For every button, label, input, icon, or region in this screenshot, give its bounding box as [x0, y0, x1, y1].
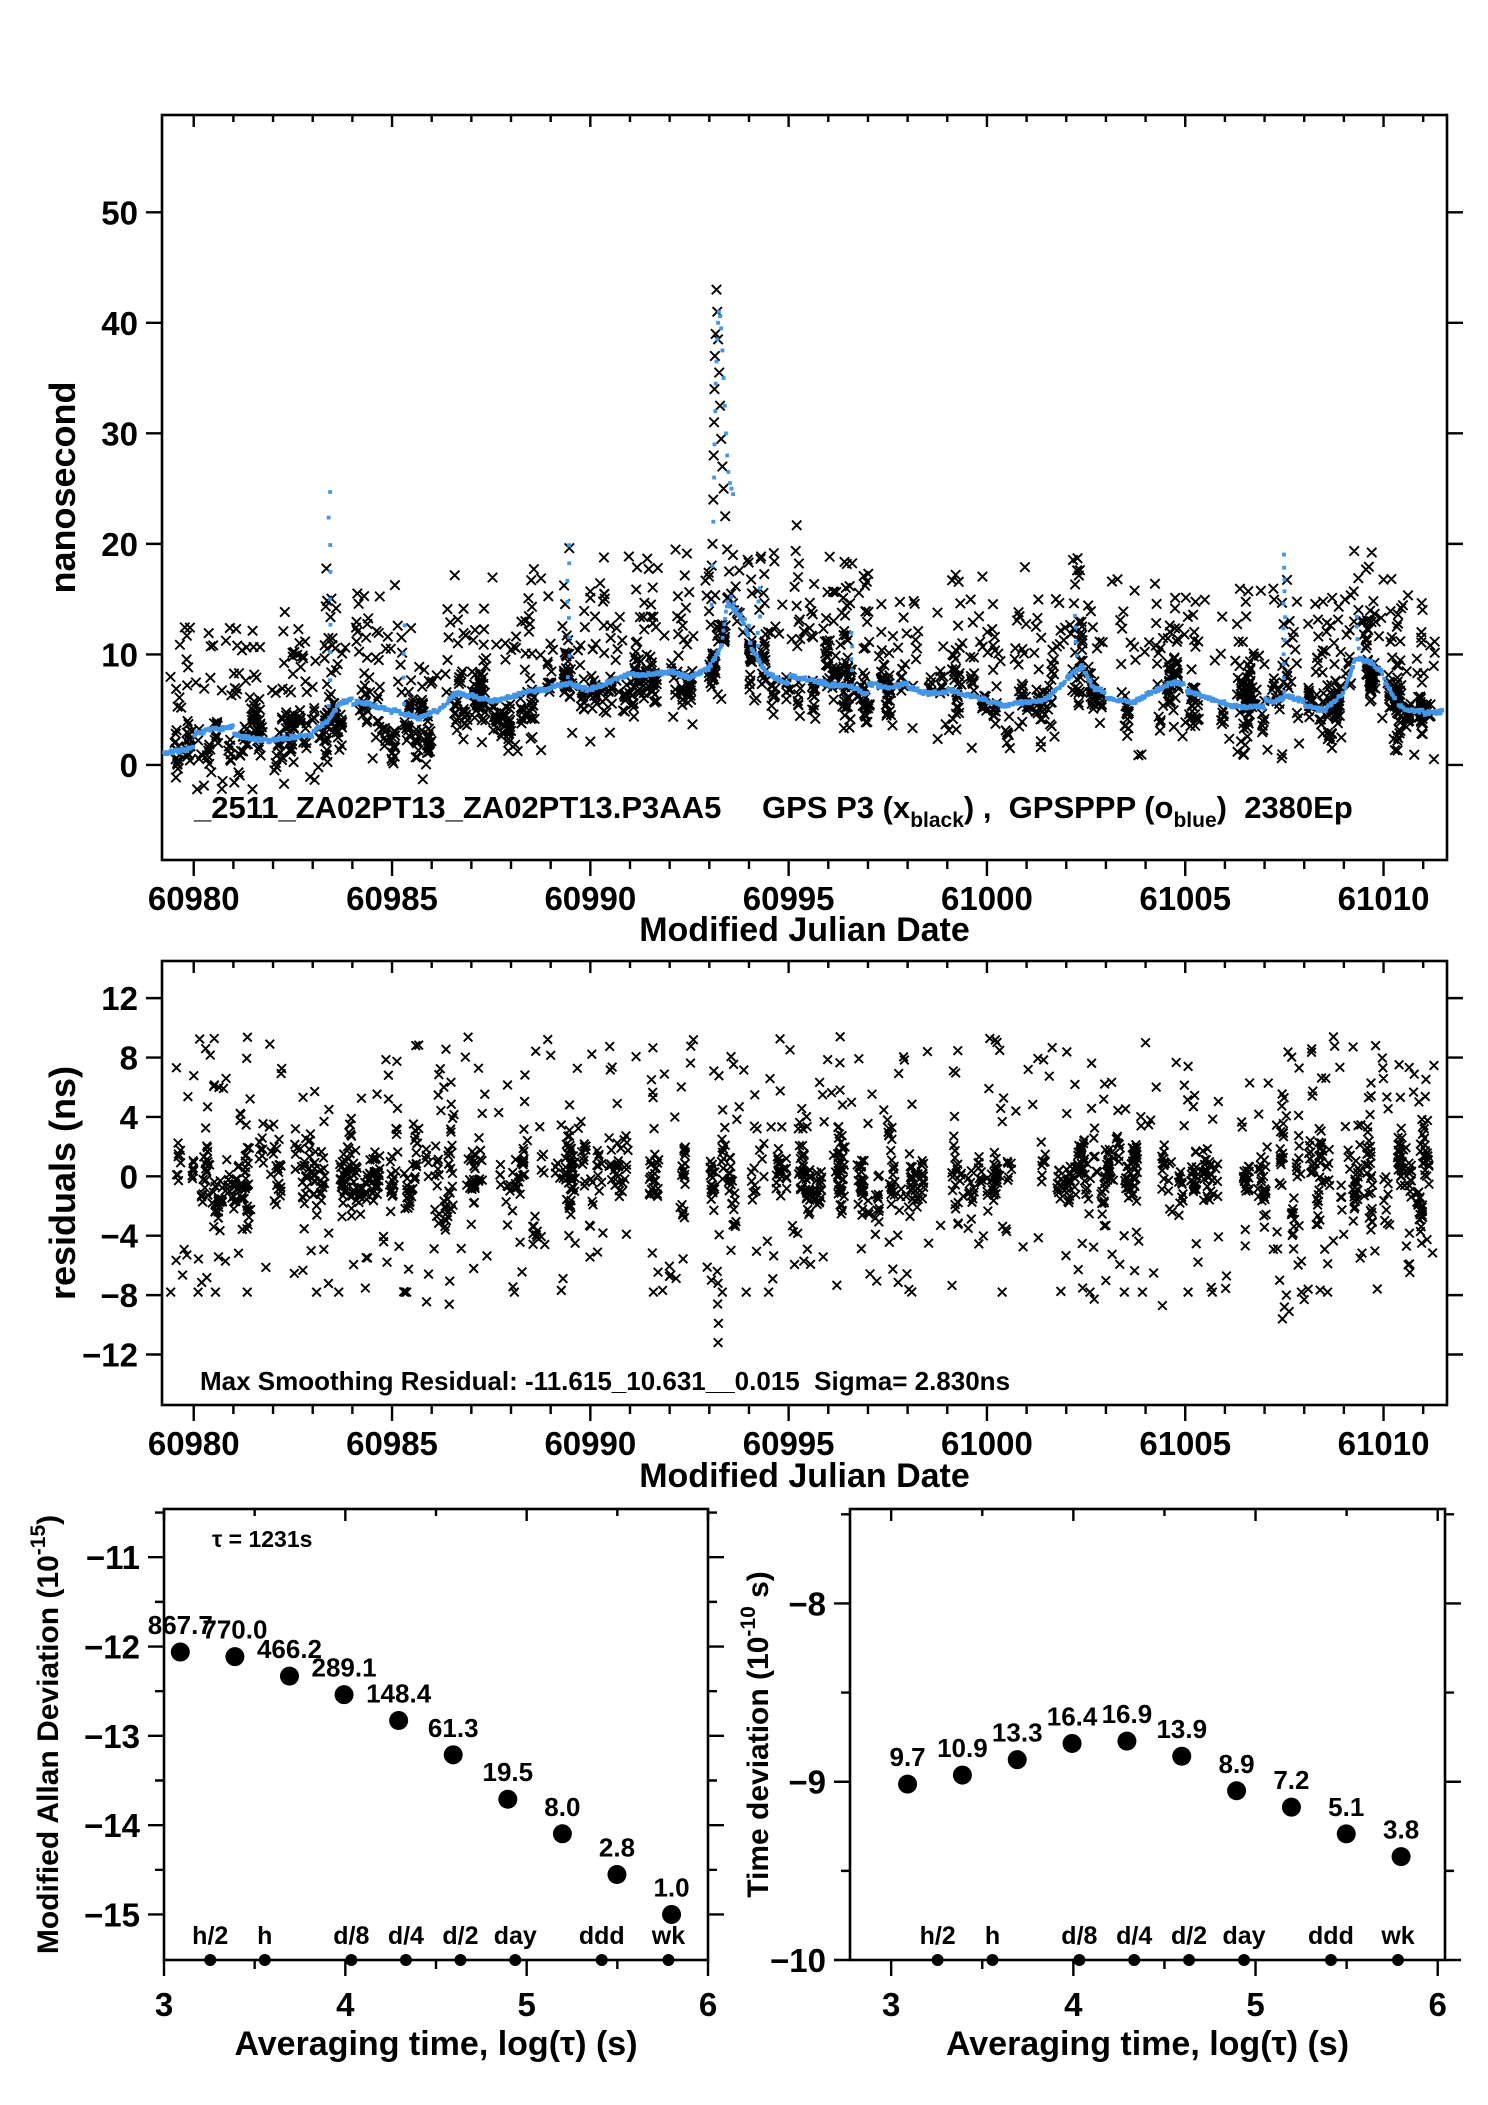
- residuals-panel-y-tick-label: 4: [119, 1098, 138, 1136]
- tdev-panel-data-point: [1227, 1781, 1246, 1800]
- mdev-panel-value-label: 466.2: [256, 1634, 323, 1665]
- tdev-panel-data-point: [1392, 1847, 1411, 1866]
- top-panel-x-tick-label: 61000: [941, 880, 1033, 917]
- mdev-panel-data-point: [280, 1667, 299, 1686]
- residuals-panel-y-tick-label: 0: [119, 1158, 138, 1196]
- top-panel-y-tick-label: 10: [101, 636, 138, 674]
- mdev-panel-time-mark-dot: [596, 1954, 608, 1966]
- tdev-panel-value-label: 13.3: [991, 1717, 1043, 1748]
- top-panel-plot-box: [162, 115, 1447, 860]
- top-panel-x-tick-label: 61010: [1337, 880, 1430, 917]
- mdev-panel-data-point: [607, 1865, 626, 1884]
- mdev-panel-data-point: [498, 1790, 517, 1809]
- mdev-panel-time-mark-label: wk: [651, 1922, 686, 1950]
- residuals-y-axis-title: residuals (ns): [42, 1065, 83, 1301]
- tdev-panel-data-point: [1282, 1798, 1301, 1817]
- mdev-panel-value-label: 61.3: [427, 1712, 479, 1743]
- residuals-annotation: Max Smoothing Residual: -11.615_10.631__0.015 Sigma= 2.830ns: [200, 1366, 1011, 1396]
- residuals-panel-y-tick-label: −8: [100, 1277, 138, 1315]
- mdev-panel-value-label: 770.0: [202, 1614, 268, 1645]
- mdev-panel-time-mark-label: d/4: [387, 1922, 424, 1950]
- mdev-panel-x-tick-label: 3: [154, 1986, 174, 2023]
- mdev-panel-x-tick-label: 4: [336, 1986, 355, 2023]
- mdev-panel-time-mark-dot: [662, 1954, 674, 1966]
- tdev-panel-time-mark-label: ddd: [1308, 1922, 1354, 1950]
- mdev-panel-annotation: τ = 1231s: [212, 1526, 313, 1552]
- tdev-panel-time-mark-label: wk: [1381, 1922, 1415, 1950]
- tdev-panel-time-mark-label: h: [984, 1922, 1001, 1950]
- residuals-panel-x-tick-label: 61005: [1139, 1425, 1232, 1462]
- mdev-panel-data: [148, 1610, 690, 1966]
- mdev-panel-y-tick-label: −15: [84, 1896, 140, 1934]
- tdev-panel-data-point: [1117, 1732, 1136, 1751]
- tdev-panel-value-label: 10.9: [937, 1733, 988, 1764]
- tdev-panel-time-mark-dot: [1183, 1954, 1195, 1966]
- tdev-panel-y-axis-title: Time deviation ($10^{-10}$ s): [737, 1571, 775, 1898]
- top-panel-y-tick-label: 0: [119, 746, 138, 784]
- mdev-panel-time-mark-dot: [259, 1954, 271, 1966]
- residuals-panel-x-tick-label: 60985: [346, 1425, 438, 1462]
- mdev-panel-y-tick-label: −13: [84, 1717, 140, 1755]
- top-panel-y-tick-label: 50: [101, 194, 138, 232]
- mdev-panel-time-mark-dot: [509, 1954, 521, 1966]
- tdev-panel-time-mark-dot: [1238, 1954, 1250, 1966]
- mdev-panel-data-point: [553, 1824, 572, 1843]
- mdev-panel-value-label: 1.0: [653, 1872, 690, 1903]
- mdev-panel-value-label: 289.1: [311, 1652, 377, 1683]
- residuals-panel-y-tick-label: 12: [101, 980, 138, 1018]
- tdev-panel-data-point: [1008, 1750, 1027, 1769]
- mdev-panel-value-label: 2.8: [598, 1832, 636, 1863]
- mdev-panel-y-tick-label: −14: [84, 1807, 140, 1845]
- residuals-panel-x-tick-label: 60980: [147, 1425, 240, 1462]
- top-panel-x-tick-label: 60985: [346, 880, 438, 917]
- mdev-panel-x-axis-title: Averaging time, log(τ) (s): [234, 2025, 638, 2063]
- mdev-panel-data-point: [335, 1685, 354, 1704]
- tdev-panel-value-label: 5.1: [1328, 1791, 1365, 1822]
- tdev-panel-value-label: 16.4: [1046, 1701, 1098, 1732]
- tdev-panel-x-tick-label: 5: [1246, 1986, 1265, 2023]
- tdev-panel-value-label: 16.9: [1101, 1699, 1153, 1730]
- tdev-panel-data-point: [1172, 1747, 1191, 1766]
- residuals-panel-x-tick-label: 61000: [941, 1425, 1033, 1462]
- top-panel-x-tick-label: 60995: [742, 880, 835, 917]
- tdev-panel-data-point: [1063, 1734, 1082, 1753]
- mdev-panel-data-point: [225, 1647, 244, 1666]
- tdev-panel-time-mark-label: d/8: [1061, 1922, 1098, 1950]
- mdev-panel-data-point: [444, 1745, 463, 1764]
- tdev-panel-value-label: 3.8: [1383, 1814, 1420, 1845]
- mdev-panel-time-mark-label: h/2: [192, 1922, 229, 1950]
- mdev-panel-x-tick-label: 5: [517, 1986, 536, 2023]
- mdev-panel-value-label: 867.7: [147, 1610, 213, 1641]
- mdev-panel-y-tick-label: −11: [85, 1539, 140, 1577]
- top-panel-y-tick-label: 30: [101, 415, 138, 453]
- tdev-panel-data-point: [1337, 1824, 1356, 1843]
- top-panel-y-tick-label: 20: [101, 525, 138, 563]
- mdev-panel-time-mark-label: h: [257, 1922, 273, 1950]
- residuals-x-axis-title: Modified Julian Date: [639, 1457, 970, 1495]
- gps-p3-series: [166, 285, 1440, 794]
- top-panel-x-tick-label: 60990: [544, 880, 637, 917]
- tdev-panel-time-mark-dot: [986, 1954, 998, 1966]
- tdev-panel-time-mark-dot: [932, 1954, 944, 1966]
- tdev-panel-y-tick-label: −8: [788, 1585, 826, 1623]
- tdev-panel-time-mark-dot: [1325, 1954, 1337, 1966]
- tdev-panel-y-tick-label: −9: [788, 1763, 826, 1801]
- top-panel-y-axis-title: nanosecond: [42, 381, 83, 594]
- top-panel-x-tick-label: 61005: [1139, 880, 1232, 917]
- mdev-panel-value-label: 148.4: [366, 1678, 432, 1709]
- tdev-panel-data: [889, 1699, 1419, 1966]
- tdev-panel-value-label: 8.9: [1218, 1748, 1255, 1779]
- mdev-panel-time-mark-label: ddd: [578, 1922, 625, 1950]
- mdev-panel-time-mark-dot: [400, 1954, 412, 1966]
- mdev-panel-data-point: [171, 1643, 190, 1662]
- tdev-panel-ticks: [834, 1509, 1461, 1976]
- residuals-panel-y-tick-label: 8: [119, 1039, 138, 1077]
- mdev-panel-time-mark-label: d/2: [442, 1922, 479, 1950]
- mdev-panel-time-mark-dot: [454, 1954, 466, 1966]
- tdev-panel-x-axis-title: Averaging time, log(τ) (s): [945, 2025, 1350, 2063]
- top-panel-y-tick-label: 40: [101, 304, 138, 342]
- tdev-panel-time-mark-label: h/2: [919, 1922, 956, 1950]
- top-panel-x-tick-label: 60980: [147, 880, 240, 917]
- tdev-panel-time-mark-dot: [1128, 1954, 1140, 1966]
- residuals-panel-y-tick-label: −4: [100, 1217, 138, 1255]
- tdev-panel-data-point: [898, 1775, 917, 1794]
- tdev-panel-time-mark-label: day: [1222, 1922, 1266, 1950]
- tdev-panel-time-mark-label: d/4: [1116, 1922, 1153, 1950]
- top-panel-legend: GPS P3 $(x_{black})$ , GPSPPP $(o_{blue})$ 2380Ep: [762, 790, 1353, 832]
- mdev-panel-y-axis-title: Modified Allan Deviation $(10^{-15})$: [27, 1514, 65, 1955]
- mdev-panel-x-tick-label: 6: [698, 1986, 718, 2023]
- mdev-panel-data-point: [389, 1711, 408, 1730]
- tdev-panel-value-label: 13.9: [1156, 1714, 1208, 1745]
- tdev-panel-time-mark-dot: [1392, 1954, 1404, 1966]
- residuals-panel-x-tick-label: 60995: [742, 1425, 835, 1462]
- mdev-panel-y-tick-label: −12: [84, 1628, 140, 1666]
- residuals-series: [166, 1032, 1438, 1346]
- mdev-panel-time-mark-dot: [345, 1954, 357, 1966]
- residuals-panel-x-tick-label: 61010: [1337, 1425, 1430, 1462]
- tdev-panel-x-tick-label: 6: [1428, 1986, 1447, 2023]
- mdev-panel-value-label: 19.5: [482, 1757, 534, 1788]
- mdev-panel-time-mark-label: day: [493, 1922, 537, 1950]
- mdev-panel-time-mark-dot: [204, 1954, 216, 1966]
- mdev-panel-time-mark-label: d/8: [333, 1922, 370, 1950]
- tdev-panel-time-mark-dot: [1073, 1954, 1085, 1966]
- residuals-panel-y-tick-label: −12: [82, 1336, 138, 1374]
- tdev-panel-data-point: [953, 1766, 972, 1785]
- tdev-panel-value-label: 9.7: [889, 1742, 926, 1773]
- tdev-panel-x-tick-label: 3: [881, 1986, 901, 2023]
- top-panel-title: _2511_ZA02PT13_ZA02PT13.P3AA5: [194, 790, 722, 825]
- mdev-panel-value-label: 8.0: [544, 1791, 581, 1822]
- tdev-panel-time-mark-label: d/2: [1170, 1922, 1208, 1950]
- top-panel-x-axis-title: Modified Julian Date: [639, 911, 970, 949]
- tdev-panel-y-tick-label: −10: [770, 1942, 826, 1979]
- top-panel-ticks: [146, 115, 1463, 876]
- tdev-panel-value-label: 7.2: [1273, 1765, 1310, 1796]
- tdev-panel-x-tick-label: 4: [1064, 1986, 1083, 2023]
- residuals-panel-x-tick-label: 60990: [544, 1425, 637, 1462]
